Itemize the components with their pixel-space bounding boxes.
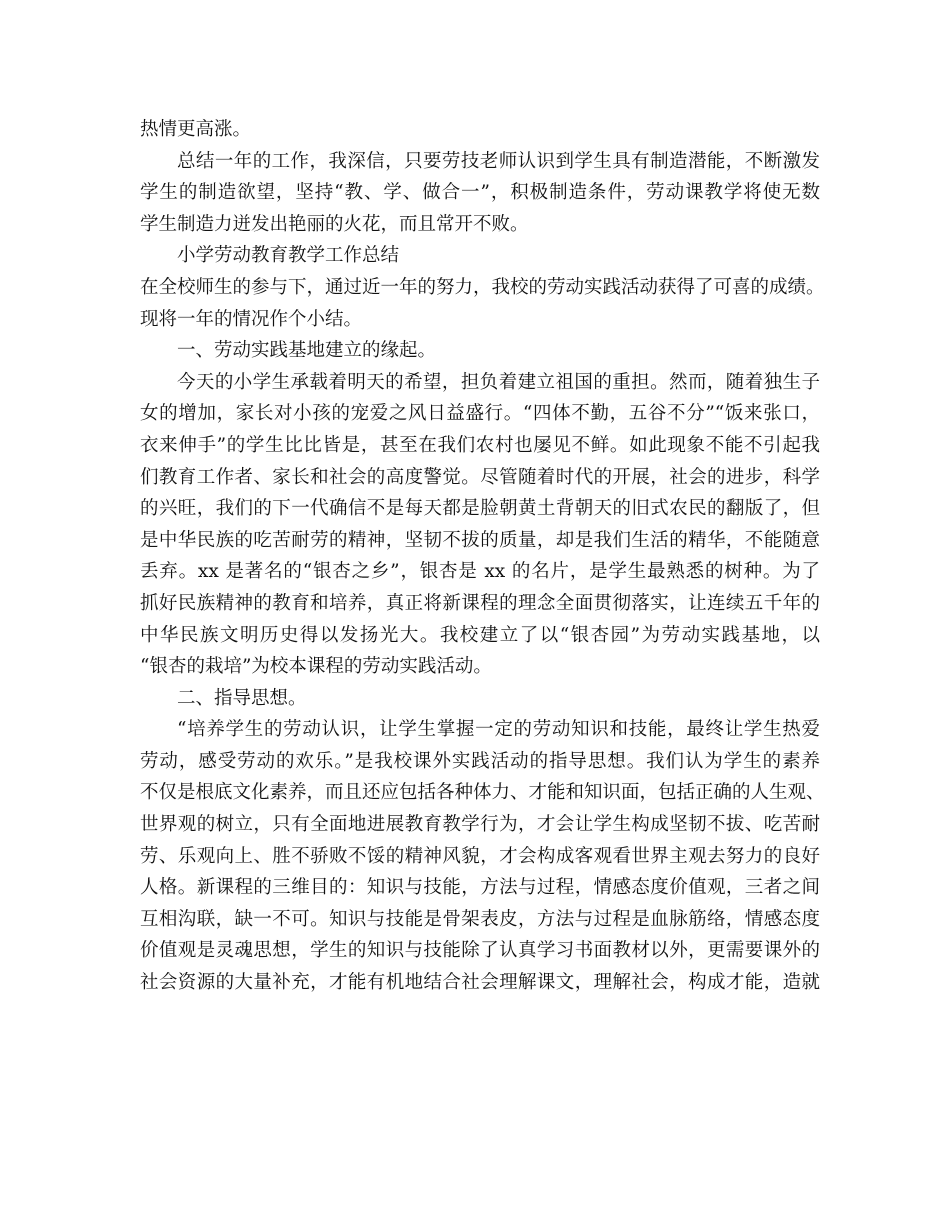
document-body bbox=[140, 114, 825, 999]
text-line: 在全校师生的参与下，通过近一年的努力，我校的劳动实践活动获得了可喜的成绩。 bbox=[140, 276, 825, 298]
text-line: 总结一年的工作，我深信，只要劳技老师认识到学生具有制造潜能，不断激发 bbox=[177, 150, 820, 172]
text-line: 们教育工作者、家长和社会的高度警觉。尽管随着时代的开展，社会的进步，科学 bbox=[140, 466, 820, 488]
text-line: 二、指导思想。 bbox=[177, 687, 307, 709]
text-line: 劳、乐观向上、胜不骄败不馁的精神风貌，才会构成客观看世界主观去努力的良好 bbox=[140, 845, 820, 867]
text-line: 现将一年的情况作个小结。 bbox=[140, 308, 363, 330]
text-line: 女的增加，家长对小孩的宠爱之风日益盛行。“四体不勤，五谷不分”“饭来张口， bbox=[140, 403, 820, 425]
text-line: 世界观的树立，只有全面地进展教育教学行为，才会让学生构成坚韧不拔、吃苦耐 bbox=[140, 814, 820, 836]
text-line: 价值观是灵魂思想，学生的知识与技能除了认真学习书面教材以外，更需要课外的 bbox=[140, 940, 820, 962]
text-line: 学生制造力迸发出艳丽的火花，而且常开不败。 bbox=[140, 213, 529, 235]
text-line: 今天的小学生承载着明天的希望，担负着建立祖国的重担。然而，随着独生子 bbox=[177, 371, 820, 393]
text-line: 小学劳动教育教学工作总结 bbox=[177, 245, 400, 267]
text-line: 热情更高涨。 bbox=[140, 119, 252, 140]
text-line: 抓好民族精神的教育和培养，真正将新课程的理念全面贯彻落实，让连续五千年的 bbox=[140, 592, 820, 614]
text-line: 一、劳动实践基地建立的缘起。 bbox=[177, 340, 437, 362]
text-line: 不仅是根底文化素养，而且还应包括各种体力、才能和知识面，包括正确的人生观、 bbox=[140, 782, 825, 804]
text-line: “银杏的栽培”为校本课程的劳动实践活动。 bbox=[140, 656, 492, 678]
text-line: 丢弃。xx 是著名的“银杏之乡”，银杏是 xx 的名片，是学生最熟悉的树种。为了 bbox=[140, 561, 820, 583]
text-line: 衣来伸手”的学生比比皆是，甚至在我们农村也屡见不鲜。如此现象不能不引起我 bbox=[140, 434, 820, 456]
text-line: “培养学生的劳动认识，让学生掌握一定的劳动知识和技能，最终让学生热爱 bbox=[177, 719, 820, 741]
text-line: 的兴旺，我们的下一代确信不是每天都是脸朝黄土背朝天的旧式农民的翻版了，但 bbox=[140, 498, 820, 520]
text-line: 中华民族文明历史得以发扬光大。我校建立了以“银杏园”为劳动实践基地，以 bbox=[140, 624, 820, 646]
text-line: 是中华民族的吃苦耐劳的精神，坚韧不拔的质量，却是我们生活的精华，不能随意 bbox=[140, 529, 820, 551]
text-line: 互相沟联，缺一不可。知识与技能是骨架表皮，方法与过程是血脉筋络，情感态度 bbox=[140, 908, 820, 930]
text-line: 劳动，感受劳动的欢乐。”是我校课外实践活动的指导思想。我们认为学生的素养 bbox=[140, 750, 820, 772]
text-line: 学生的制造欲望，坚持“教、学、做合一”，积极制造条件，劳动课教学将使无数 bbox=[140, 182, 820, 204]
text-line: 社会资源的大量补充，才能有机地结合社会理解课文，理解社会，构成才能，造就 bbox=[140, 972, 820, 994]
text-line: 人格。新课程的三维目的：知识与技能，方法与过程，情感态度价值观，三者之间 bbox=[140, 877, 820, 899]
